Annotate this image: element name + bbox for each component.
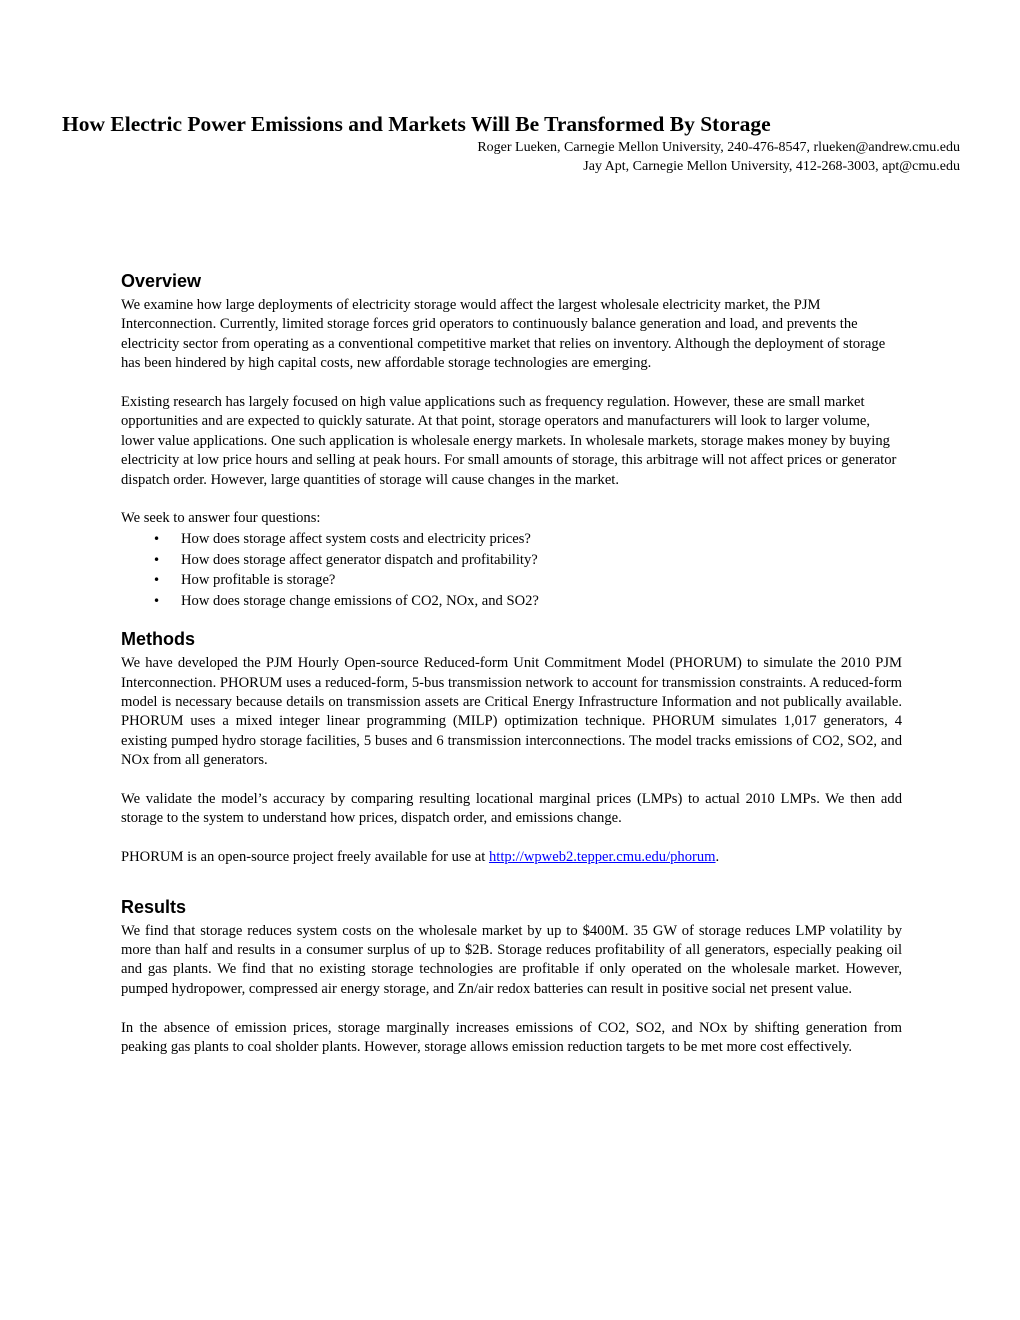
paragraph: We examine how large deployments of electricity storage would affect the largest wholesale electricity market, the PJM Interconnection. Currently, limited storage forces grid operators to continuously balance generation and load, and prevents the electricity sector from operating as a conventional competitive market that relies on inventory. Although the deployment of storage has been hindered by high capital costs, new affordable storage technologies are emerging.: [121, 297, 886, 372]
results-section: [121, 896, 902, 1058]
author-line: Jay Apt, Carnegie Mellon University, 412-268-3003, apt@cmu.edu: [583, 159, 960, 174]
list-item: • How does storage affect generator dispatch and profitability?: [181, 550, 902, 571]
document-title: How Electric Power Emissions and Markets Will Be Transformed By Storage: [62, 112, 771, 136]
section-heading: Methods: [121, 629, 195, 650]
overview-section: [121, 270, 902, 611]
list-item: • How does storage affect system costs and electricity prices?: [181, 529, 902, 550]
questions-list: [121, 529, 902, 611]
list-item: • How profitable is storage?: [181, 570, 902, 591]
section-heading: Overview: [121, 271, 202, 291]
paragraph: We validate the model’s accuracy by comparing resulting locational marginal prices (LMPs) to actual 2010 LMPs. We then add storage to the system to understand how prices, dispatch order, and emissions change.: [121, 791, 902, 827]
paragraph: PHORUM is an open-source project freely available for use at http://wpweb2.tepper.cmu.edu/phorum.: [121, 849, 720, 866]
section-heading: Results: [121, 896, 187, 917]
list-item: • How does storage change emissions of CO2, NOx, and SO2?: [181, 591, 902, 612]
paragraph: We have developed the PJM Hourly Open-source Reduced-form Unit Commitment Model (PHORUM) to simulate the 2010 PJM Interconnection. PHORUM uses a reduced-form, 5-bus transmission network to account for transmission constraints. A reduced-form model is necessary because details on transmission assets are Critical Energy Infrastructure Information and not publically available. PHORUM uses a mixed integer linear programming (MILP) optimization technique. PHORUM simulates 1,017 generators, 4 existing pumped hydro storage facilities, 5 buses and 6 transmission interconnections. The model tracks emissions of CO2, SO2, and NOx from all generators.: [121, 655, 902, 769]
phorum-link[interactable]: http://wpweb2.tepper.cmu.edu/phorum: [488, 849, 716, 866]
paragraph: Existing research has largely focused on high value applications such as frequency regulation. However, these are small market opportunities and are expected to quickly saturate. At that point, storage operators and manufacturers will look to larger volume, lower value applications. One such application is wholesale energy markets. In wholesale markets, storage makes money by buying electricity at low price hours and selling at peak hours. For small amounts of storage, this arbitrage will not affect prices or generator dispatch order. However, large quantities of storage will cause changes in the market.: [121, 394, 897, 488]
paragraph: We seek to answer four questions:: [121, 510, 321, 527]
methods-section: [121, 628, 902, 867]
paragraph: In the absence of emission prices, storage marginally increases emissions of CO2, SO2, and NOx by shifting generation from peaking gas plants to coal sholder plants. However, storage allows emission reduction targets to be met more cost effectively.: [121, 1019, 902, 1056]
document-body: [121, 270, 902, 1077]
author-line: Roger Lueken, Carnegie Mellon University, 240-476-8547, rlueken@andrew.cmu.edu: [477, 140, 960, 155]
paragraph: We find that storage reduces system costs on the wholesale market by up to $400M. 35 GW of storage reduces LMP volatility by more than half and results in a consumer surplus of up to $2B. Storage reduces profitability of all generators, especially peaking oil and gas plants. We find that no existing storage technologies are profitable if only operated on the wholesale market. However, pumped hydropower, compressed air energy storage, and Zn/air redox batteries can result in positive social net present value.: [121, 922, 902, 997]
